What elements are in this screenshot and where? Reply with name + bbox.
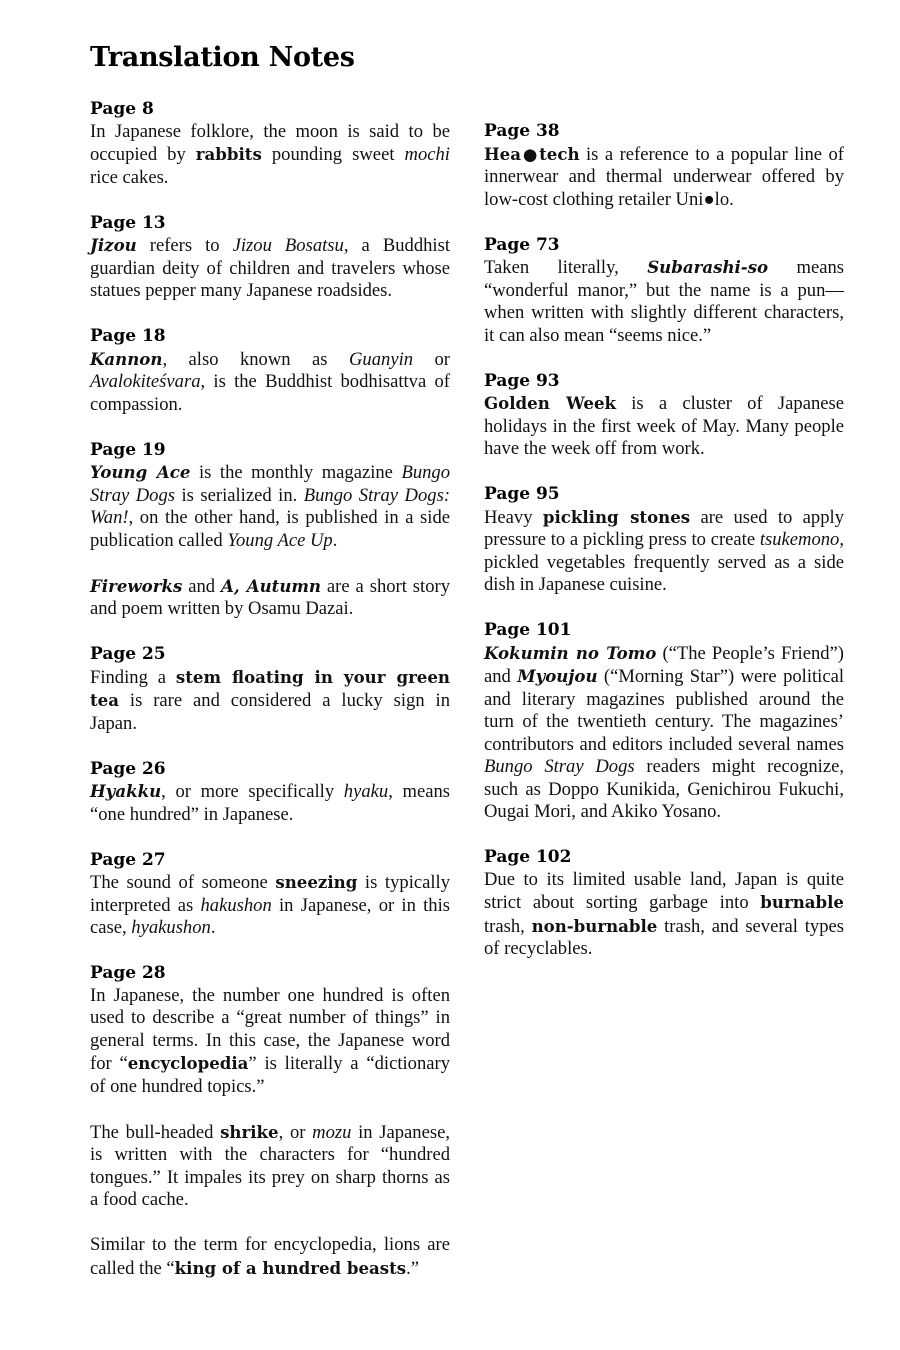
note-page-number: Page 102 <box>484 847 572 867</box>
note-page-8 <box>90 98 450 189</box>
note-text: Kannon, also known as Guanyin or Avalokiteśvara, is the Buddhist bodhisattva of compassion. <box>90 348 450 415</box>
note-page-number: Page 8 <box>90 99 154 119</box>
note-page-number: Page 93 <box>484 370 560 391</box>
note-page-number: Page 26 <box>90 758 166 779</box>
note-page-38 <box>484 120 844 211</box>
note-text: In Japanese, the number one hundred is often used to describe a “great number of things” in general terms. In this case, the Japanese word for “encyclopedia” is literally a “dictionary of one hundred topics.” <box>90 984 450 1097</box>
note-page-number: Page 13 <box>90 212 166 233</box>
note-page-25 <box>90 643 450 735</box>
note-page-102 <box>484 846 844 961</box>
note-text: Kokumin no Tomo (“The People’s Friend”) and Myoujou (“Morning Star”) were political and literary magazines published around the turn of the twentieth century. The magazines’ contributors and editors included several names Bungo Stray Dogs readers might recognize, such as Doppo Kunikida, Genichirou Fukuchi, Ougai Mori, and Akiko Yosano. <box>484 642 844 822</box>
note-page-number: Page 101 <box>484 620 572 640</box>
note-text: Due to its limited usable land, Japan is quite strict about sorting garbage into burnable trash, non-burnable trash, and several types of recyclables. <box>484 868 844 959</box>
note-text: Fireworks and A, Autumn are a short story and poem written by Osamu Dazai. <box>90 575 450 619</box>
note-page-27 <box>90 849 450 940</box>
note-text: Golden Week is a cluster of Japanese holidays in the first week of May. Many people have the week off from work. <box>484 393 844 459</box>
note-page-number: Page 28 <box>90 963 166 983</box>
note-text: Similar to the term for encyclopedia, lions are called the “king of a hundred beasts.” <box>90 1234 450 1279</box>
note-page-95 <box>484 483 844 597</box>
note-page-93 <box>484 370 844 461</box>
note-text: Finding a stem floating in your green tea is rare and considered a lucky sign in Japan. <box>90 666 450 734</box>
note-page-number: Page 19 <box>90 439 166 460</box>
note-text: The sound of someone sneezing is typically interpreted as hakushon in Japanese, or in this case, hyakushon. <box>90 872 450 938</box>
right-column <box>484 120 844 983</box>
note-text: Taken literally, Subarashi-so means “wonderful manor,” but the name is a pun—when written with slightly different characters, it can also mean “seems nice.” <box>484 257 844 346</box>
note-page-73 <box>484 234 844 348</box>
note-page-101 <box>484 619 844 824</box>
left-column <box>90 98 450 1303</box>
note-page-number: Page 18 <box>90 326 166 346</box>
note-page-number: Page 27 <box>90 849 166 870</box>
note-text: Young Ace is the monthly magazine Bungo Stray Dogs is serialized in. Bungo Stray Dogs: Wan!, on the other hand, is published in a side publication called Young Ace Up. <box>90 462 451 551</box>
note-page-18 <box>90 325 450 416</box>
note-page-number: Page 25 <box>90 644 166 664</box>
note-text: Hea●tech is a reference to a popular line of innerwear and thermal underwear offered by low-cost clothing retailer Uni●lo. <box>484 143 844 210</box>
note-text: The bull-headed shrike, or mozu in Japanese, is written with the characters for “hundred tongues.” It impales its prey on sharp thorns as a food cache. <box>90 1121 450 1210</box>
note-page-number: Page 95 <box>484 484 560 504</box>
note-page-28 <box>90 962 450 1280</box>
note-page-number: Page 38 <box>484 121 560 141</box>
note-text: Hyakku, or more specifically hyaku, means “one hundred” in Japanese. <box>90 781 450 825</box>
note-text: Jizou refers to Jizou Bosatsu, a Buddhist guardian deity of children and travelers whose statues pepper many Japanese roadsides. <box>90 235 450 301</box>
note-text: In Japanese folklore, the moon is said to be occupied by rabbits pounding sweet mochi rice cakes. <box>90 120 450 188</box>
note-page-number: Page 73 <box>484 234 560 255</box>
note-text: Heavy pickling stones are used to apply pressure to a pickling press to create tsukemono, pickled vegetables frequently served as a side dish in Japanese cuisine. <box>484 506 844 595</box>
note-page-13 <box>90 212 450 303</box>
note-page-26 <box>90 758 450 827</box>
note-page-19 <box>90 439 450 621</box>
page-title: Translation Notes <box>90 42 355 73</box>
